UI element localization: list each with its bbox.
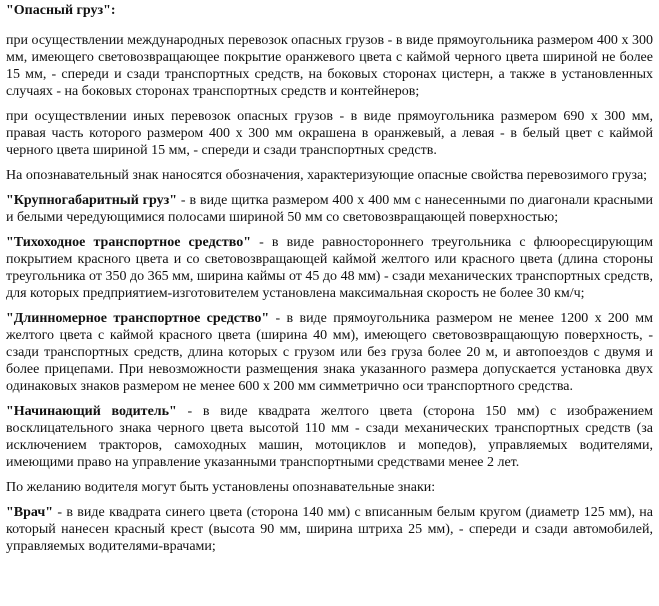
- paragraph-text: при осуществлении международных перевозок опасных грузов - в виде прямоугольника размером 400 x 300 мм, имеющего световозвращающее покрытие оранжевого цвета с каймой черного цвета шириной не более 15 мм, - спереди и сзади транспортных средств, на боковых сторонах цистерн, а также в установленных случаях - на боковых сторонах транспортных средств и контейнеров;: [6, 33, 653, 99]
- paragraph-text: - в виде квадрата желтого цвета (сторона 150 мм) с изображением восклицательного знака черного цвета высотой 110 мм - сзади механических транспортных средств (за исключением тракторов, самоходных машин, мотоциклов и мопедов), управляемых водителями, имеющими право на управление указанными транспортными средствами менее 2 лет.: [6, 404, 653, 470]
- paragraph-text: - в виде прямоугольника размером не менее 1200 x 200 мм желтого цвета с каймой красного цвета (ширина 40 мм), имеющего световозвращающую поверхность, - сзади транспортных средств, длина которых с грузом или без груза более 20 м, и автопоездов с двумя и более прицепами. При невозможности размещения знака указанного размера допускается установка двух одинаковых знаков размером не менее 600 x 200 мм симметрично оси транспортного средства.: [6, 311, 654, 394]
- paragraph-slow-vehicle: [6, 234, 653, 302]
- sign-term: "Врач": [6, 505, 54, 520]
- paragraph-other-dangerous-goods: [6, 108, 653, 159]
- paragraph-text: - в виде щитка размером 400 x 400 мм с нанесенными по диагонали красными и белыми чередующимися полосами шириной 50 мм со световозвращающей поверхностью;: [6, 193, 653, 225]
- sign-term: "Длинномерное транспортное средство": [6, 311, 270, 326]
- section-heading: "Опасный груз":: [6, 3, 116, 18]
- paragraph-novice-driver: [6, 403, 653, 471]
- paragraph-text: - в виде равностороннего треугольника с флюоресцирующим покрытием красного цвета и со световозвращающей каймой желтого или красного цвета (длина стороны треугольника от 350 до 365 мм, ширина каймы от 45 до 48 мм) - сзади механических транспортных средств, для которых предприятием-изготовителем установлена максимальная скорость не более 30 км/ч;: [6, 235, 653, 301]
- paragraph-text: - в виде квадрата синего цвета (сторона 140 мм) с вписанным белым кругом (диаметр 125 мм), на который нанесен красный крест (высота 90 мм, ширина штриха 25 мм), - спереди и сзади автомобилей, управляемых водителями-врачами;: [6, 505, 653, 554]
- paragraph-doctor: [6, 504, 653, 555]
- paragraph-markings-note: [6, 167, 653, 184]
- paragraph-long-vehicle: [6, 310, 653, 395]
- paragraph-oversized-cargo: [6, 192, 653, 226]
- paragraph-optional-signs: [6, 479, 653, 496]
- sign-term: "Крупногабаритный груз": [6, 193, 178, 208]
- sign-term: "Тихоходное транспортное средство": [6, 235, 251, 250]
- sign-term: "Начинающий водитель": [6, 404, 177, 419]
- paragraph-text: На опознавательный знак наносятся обозначения, характеризующие опасные свойства перевозимого груза;: [6, 168, 648, 183]
- paragraph-text: при осуществлении иных перевозок опасных грузов - в виде прямоугольника размером 690 x 300 мм, правая часть которого размером 400 x 300 мм окрашена в оранжевый, а левая - в белый цвет с каймой черного цвета шириной 15 мм, - спереди и сзади транспортных средств.: [6, 109, 653, 158]
- paragraph-international-dangerous-goods: [6, 32, 653, 100]
- paragraph-text: По желанию водителя могут быть установлены опознавательные знаки:: [6, 480, 436, 495]
